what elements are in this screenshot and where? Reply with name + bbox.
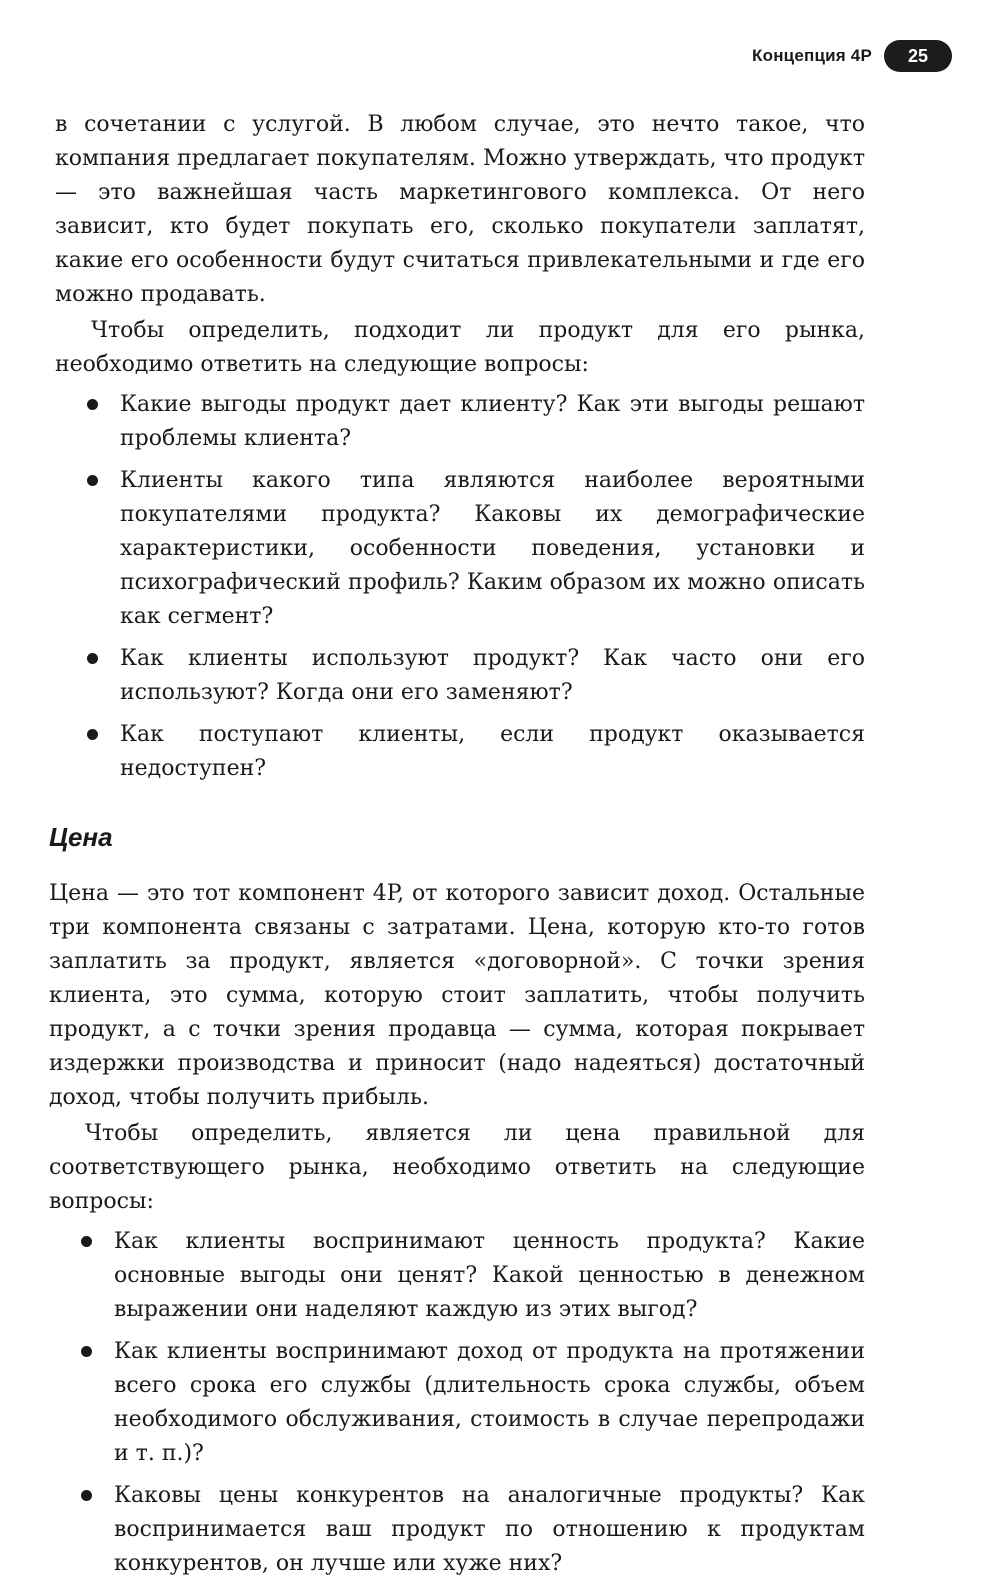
section-heading-price: Цена xyxy=(49,822,113,852)
bullet-icon xyxy=(87,475,98,486)
paragraph: Цена — это тот компонент 4P, от которого зависит доход. Остальные три компонента связаны с затратами. Цена, которую кто-то готов заплатить за продукт, является «договорной». С точки зрения клиента, это сумма, которую стоит заплатить, чтобы получить продукт, а с точки зрения продавца — сумма, которая покрывает издержки производства и приносит (надо надеяться) достаточный доход, чтобы получить прибыль. xyxy=(49,881,865,1110)
bullet-icon xyxy=(87,729,98,740)
list-item xyxy=(55,642,865,710)
page-number-badge: 25 xyxy=(884,40,952,72)
bullet-icon xyxy=(81,1490,92,1501)
list-item-text: Как клиенты воспринимают доход от продукта на протяжении всего срока его службы (длительность срока службы, объем необходимого обслуживания, стоимость в случае перепродажи и т. п.)? xyxy=(114,1339,865,1466)
page-content xyxy=(49,108,865,1589)
bullet-list-product-questions xyxy=(55,388,865,786)
list-item-text: Какие выгоды продукт дает клиенту? Как эти выгоды решают проблемы клиента? xyxy=(120,392,865,451)
bullet-icon xyxy=(87,399,98,410)
list-item-text: Каковы цены конкурентов на аналогичные продукты? Как воспринимается ваш продукт по отношению к продуктам конкурентов, он лучше или хуже них? xyxy=(114,1483,865,1576)
running-title: Концепция 4P xyxy=(752,46,872,65)
list-item xyxy=(49,1225,865,1327)
paragraph: Чтобы определить, является ли цена правильной для соответствующего рынка, необходимо ответить на следующие вопросы: xyxy=(49,1121,865,1214)
list-item-text: Как поступают клиенты, если продукт оказывается недоступен? xyxy=(120,722,865,781)
price-section-body xyxy=(49,877,865,1581)
list-item xyxy=(55,718,865,786)
list-item-text: Как клиенты используют продукт? Как часто они его используют? Когда они его заменяют? xyxy=(120,646,865,705)
bullet-icon xyxy=(87,653,98,664)
page-header xyxy=(752,38,952,74)
paragraph: в сочетании с услугой. В любом случае, это нечто такое, что компания предлагает покупателям. Можно утверждать, что продукт — это важнейшая часть маркетингового комплекса. От него зависит, кто будет покупать его, сколько покупатели заплатят, какие его особенности будут считаться привлекательными и где его можно продавать. xyxy=(55,112,865,307)
list-item xyxy=(55,388,865,456)
list-item-text: Как клиенты воспринимают ценность продукта? Какие основные выгоды они ценят? Какой ценностью в денежном выражении они наделяют каждую из этих выгод? xyxy=(114,1229,865,1322)
bullet-icon xyxy=(81,1236,92,1247)
bullet-icon xyxy=(81,1346,92,1357)
list-item xyxy=(55,464,865,634)
list-item xyxy=(49,1335,865,1471)
paragraph: Чтобы определить, подходит ли продукт для его рынка, необходимо ответить на следующие вопросы: xyxy=(55,318,865,377)
list-item-text: Клиенты какого типа являются наиболее вероятными покупателями продукта? Каковы их демографические характеристики, особенности поведения, установки и психографический профиль? Каким образом их можно описать как сегмент? xyxy=(120,468,865,629)
list-item xyxy=(49,1479,865,1581)
bullet-list-price-questions xyxy=(49,1225,865,1581)
